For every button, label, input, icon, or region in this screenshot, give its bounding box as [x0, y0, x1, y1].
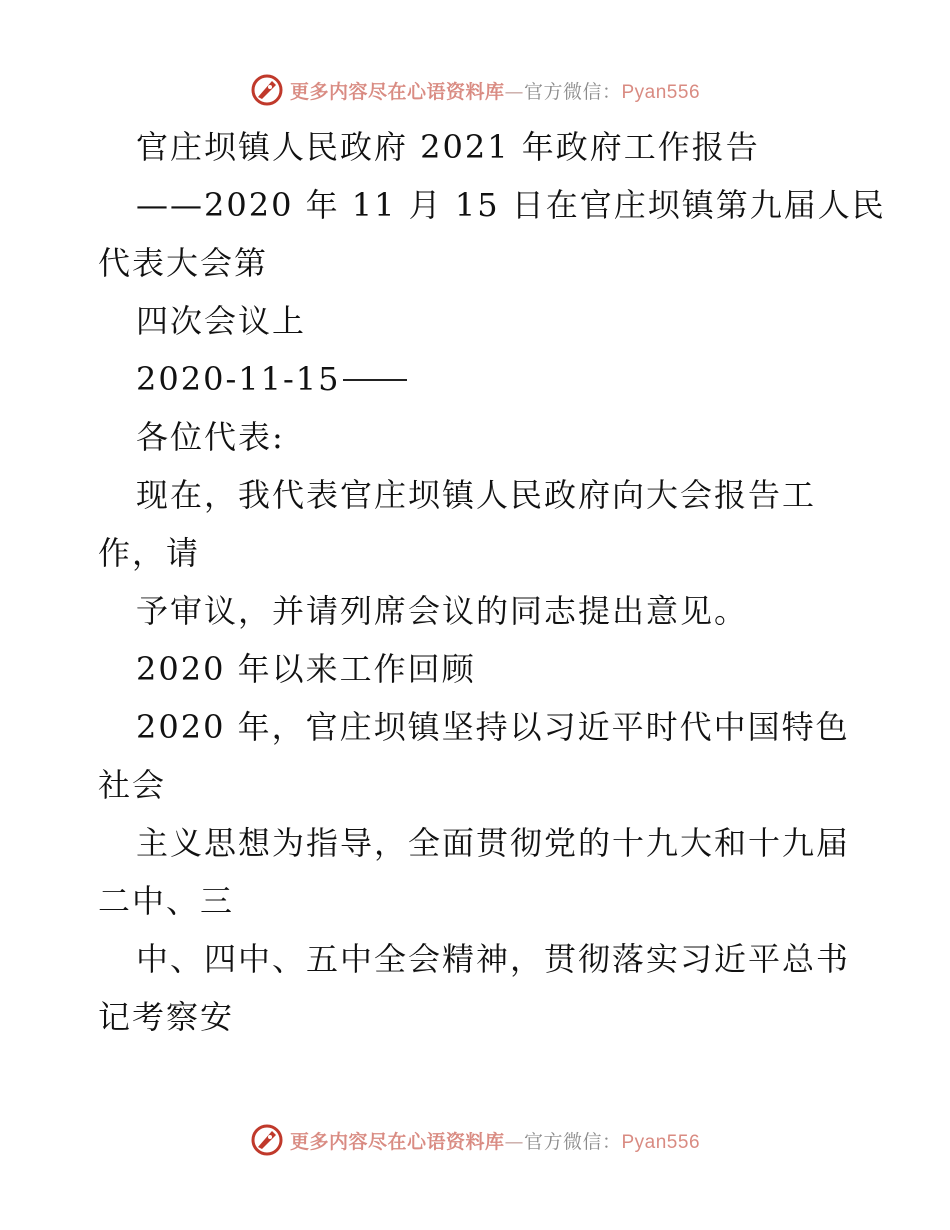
pen-logo-icon [250, 1123, 284, 1157]
paragraph-line: 主义思想为指导，全面贯彻党的十九大和十九届 [136, 824, 851, 862]
paragraph-line: 予审议，并请列席会议的同志提出意见。 [136, 592, 749, 630]
footer-watermark-banner [0, 1120, 950, 1160]
paragraph-line: 2020 年，官庄坝镇坚持以习近平时代中国特色 [136, 708, 850, 746]
watermark-text: 更多内容尽在心语资料库—官方微信：Pyan556 [289, 1130, 701, 1153]
header-watermark-banner [0, 70, 950, 110]
paragraph-line: 记考察安 [98, 998, 235, 1036]
document-date: 2020-11-15 [136, 359, 407, 399]
paragraph-line: 二中、三 [98, 882, 235, 920]
date-dash [343, 379, 407, 381]
paragraph-line: 作，请 [98, 534, 201, 572]
paragraph-line: 社会 [98, 766, 167, 804]
watermark-text: 更多内容尽在心语资料库—官方微信：Pyan556 [289, 80, 701, 103]
document-subtitle-cont: 代表大会第 [98, 244, 269, 282]
section-heading: 2020 年以来工作回顾 [136, 650, 476, 688]
document-subtitle: ——2020 年 11 月 15 日在官庄坝镇第九届人民 [136, 186, 886, 224]
paragraph-line: 现在，我代表官庄坝镇人民政府向大会报告工 [136, 476, 817, 514]
document-subtitle-cont2: 四次会议上 [136, 302, 307, 340]
paragraph-line: 中、四中、五中全会精神，贯彻落实习近平总书 [136, 940, 851, 978]
document-title: 官庄坝镇人民政府 2021 年政府工作报告 [136, 128, 760, 166]
salutation: 各位代表: [136, 418, 285, 456]
pen-logo-icon [250, 73, 284, 107]
